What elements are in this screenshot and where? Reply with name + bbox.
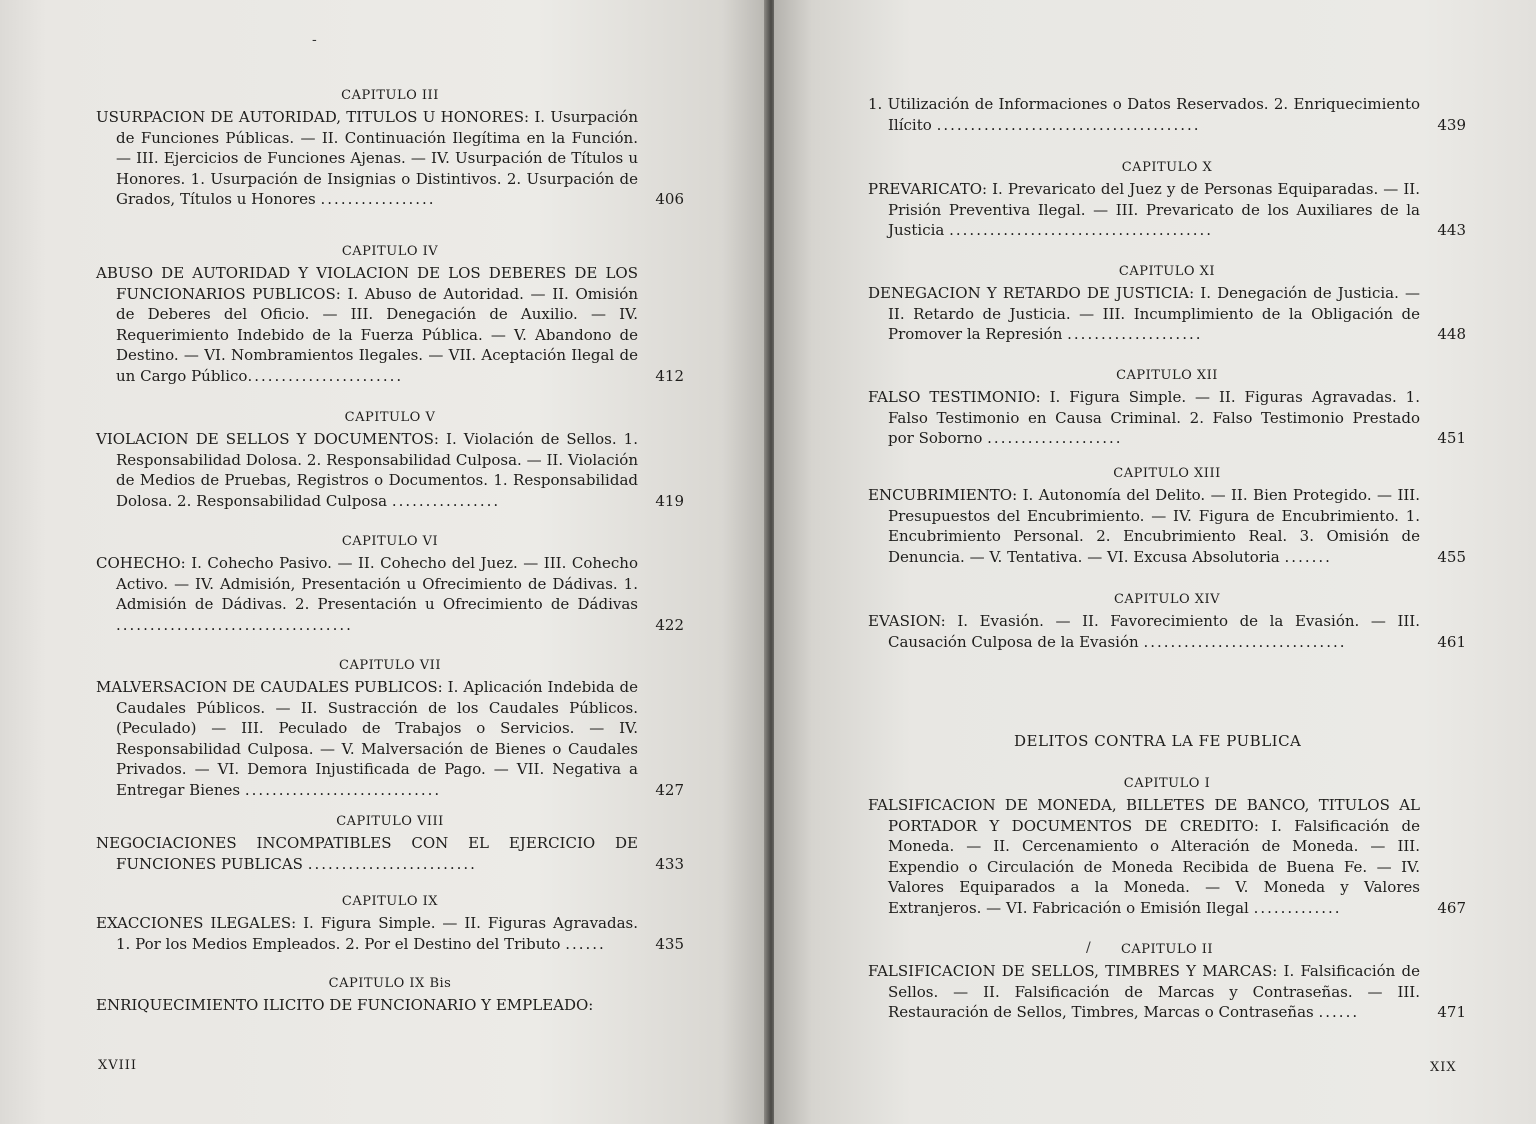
chapter-heading: CAPITULO III	[341, 88, 439, 103]
entry-text: NEGOCIACIONES INCOMPATIBLES CON EL EJERCICIO DE FUNCIONES PUBLICAS	[96, 834, 638, 873]
page-number: 467	[1437, 898, 1466, 917]
toc-entry-cap-iv	[96, 244, 684, 386]
toc-entry-text: COHECHO: I. Cohecho Pasivo. — II. Cohecho del Juez. — III. Cohecho Activo. — IV. Admisión, Presentación u Ofrecimiento de Dádivas. 1. Admisión de Dádivas. 2. Presentación u Ofrecimiento de Dádivas ................................... 422	[96, 554, 684, 634]
toc-entry-text: ABUSO DE AUTORIDAD Y VIOLACION DE LOS DEBERES DE LOS FUNCIONARIOS PUBLICOS: I. Abuso de Autoridad. — II. Omisión de Deberes del Oficio. — III. Denegación de Auxilio. — IV. Requerimiento Indebido de la Fuerza Pública. — V. Abandono de Destino. — VI. Nombramientos Ilegales. — VII. Aceptación Ilegal de un Cargo Público....................... 412	[96, 264, 684, 385]
page-number: 451	[1437, 429, 1466, 447]
chapter-heading: CAPITULO V	[344, 410, 436, 425]
page-number: 406	[655, 190, 684, 208]
page-folio: XVIII	[98, 1058, 138, 1073]
toc-entry-cap-v	[96, 410, 684, 511]
toc-entry-cap-x	[868, 160, 1466, 241]
entry-text: COHECHO: I. Cohecho Pasivo. — II. Cohecho del Juez. — III. Cohecho Activo. — IV. Admisión, Presentación u Ofrecimiento de Dádivas. 1. Admisión de Dádivas. 2. Presentación u Ofrecimiento de Dádivas	[96, 554, 638, 613]
toc-entry-text: EVASION: I. Evasión. — II. Favorecimiento de la Evasión. — III. Causación Culposa de la Evasión .............................. 461	[868, 612, 1466, 651]
page-number: 439	[1437, 115, 1466, 134]
entry-text: DENEGACION Y RETARDO DE JUSTICIA: I. Denegación de Justicia. — II. Retardo de Justicia. — III. Incumplimiento de la Obligación de Promover la Represión	[868, 284, 1420, 343]
section-title: DELITOS CONTRA LA FE PUBLICA	[1014, 732, 1302, 750]
toc-entry-cap-vii	[96, 658, 684, 800]
page-number: 443	[1437, 221, 1466, 239]
toc-entry-cap-xiii	[868, 466, 1466, 567]
toc-entry-cap-ix	[96, 894, 684, 954]
chapter-heading: CAPITULO IX	[341, 894, 439, 909]
chapter-heading: CAPITULO VII	[339, 658, 441, 673]
page-number: 455	[1437, 547, 1466, 566]
page-folio: XIX	[1430, 1060, 1457, 1075]
chapter-heading: CAPITULO VI	[341, 534, 439, 549]
chapter-heading: CAPITULO IV	[341, 244, 439, 259]
toc-entry-text: FALSO TESTIMONIO: I. Figura Simple. — II. Figuras Agravadas. 1. Falso Testimonio en Causa Criminal. 2. Falso Testimonio Prestado por Soborno .................... 451	[868, 388, 1466, 447]
entry-text: VIOLACION DE SELLOS Y DOCUMENTOS: I. Violación de Sellos. 1. Responsabilidad Dolosa. 2. Responsabilidad Culposa. — II. Violación de Medios de Pruebas, Registros o Documentos. 1. Responsabilidad Dolosa. 2. Responsabilidad Culposa	[96, 430, 638, 510]
toc-entry-text	[96, 995, 684, 1016]
stray-mark: -	[312, 32, 317, 48]
right-page	[774, 0, 1536, 1124]
entry-text: EVASION: I. Evasión. — II. Favorecimiento de la Evasión. — III. Causación Culposa de la Evasión	[868, 612, 1420, 651]
toc-entry-text: FALSIFICACION DE MONEDA, BILLETES DE BANCO, TITULOS AL PORTADOR Y DOCUMENTOS DE CREDITO: I. Falsificación de Moneda. — II. Cercenamiento o Alteración de Moneda. — III. Expendio o Circulación de Moneda Recibida de Buena Fe. — IV. Valores Equiparados a la Moneda. — V. Moneda y Valores Extranjeros. — VI. Fabricación o Emisión Ilegal ............. 467	[868, 796, 1466, 917]
toc-entry-text: USURPACION DE AUTORIDAD, TITULOS U HONORES: I. Usurpación de Funciones Públicas. — II. Continuación Ilegítima en la Función. — III. Ejercicios de Funciones Ajenas. — IV. Usurpación de Títulos u Honores. 1. Usurpación de Insignias o Distintivos. 2. Usurpación de Grados, Títulos u Honores ................. 406	[96, 108, 684, 208]
toc-entry-cap-vi	[96, 534, 684, 635]
stray-mark: /	[1086, 940, 1091, 956]
entry-text: FALSIFICACION DE SELLOS, TIMBRES Y MARCAS: I. Falsificación de Sellos. — II. Falsificación de Marcas y Contraseñas. — III. Restauración de Sellos, Timbres, Marcas o Contraseñas	[868, 962, 1420, 1021]
toc-entry-continuation	[868, 94, 1466, 135]
entry-text: MALVERSACION DE CAUDALES PUBLICOS: I. Aplicación Indebida de Caudales Públicos. — II. Sustracción de los Caudales Públicos. (Peculado) — III. Peculado de Trabajos o Servicios. — IV. Responsabilidad Culposa. — V. Malversación de Bienes o Caudales Privados. — VI. Demora Injustificada de Pago. — VII. Negativa a Entregar Bienes	[96, 678, 638, 799]
toc-entry-cap-xii	[868, 368, 1466, 449]
chapter-heading: CAPITULO XII	[1116, 368, 1218, 383]
toc-entry-text: VIOLACION DE SELLOS Y DOCUMENTOS: I. Violación de Sellos. 1. Responsabilidad Dolosa. 2. Responsabilidad Culposa. — II. Violación de Medios de Pruebas, Registros o Documentos. 1. Responsabilidad Dolosa. 2. Responsabilidad Culposa ................ 419	[96, 430, 684, 510]
entry-text: USURPACION DE AUTORIDAD, TITULOS U HONORES: I. Usurpación de Funciones Públicas. — II. Continuación Ilegítima en la Función. — III. Ejercicios de Funciones Ajenas. — IV. Usurpación de Títulos u Honores. 1. Usurpación de Insignias o Distintivos. 2. Usurpación de Grados, Títulos u Honores	[96, 108, 638, 208]
toc-entry-cap-ix-bis	[96, 976, 684, 1016]
chapter-heading: CAPITULO XI	[1118, 264, 1216, 279]
toc-entry-text: 1. Utilización de Informaciones o Datos Reservados. 2. Enriquecimiento Ilícito ....................................... 439	[868, 95, 1466, 134]
toc-entry-text: PREVARICATO: I. Prevaricato del Juez y de Personas Equiparadas. — II. Prisión Preventiva Ilegal. — III. Prevaricato de los Auxiliares de la Justicia ....................................... 443	[868, 180, 1466, 239]
page-number: 412	[655, 366, 684, 385]
page-number: 419	[655, 491, 684, 510]
entry-text: 1. Utilización de Informaciones o Datos Reservados. 2. Enriquecimiento Ilícito	[868, 95, 1420, 134]
toc-entry-cap-xiv	[868, 592, 1466, 652]
toc-entry-cap-xi	[868, 264, 1466, 345]
toc-entry-text: ENCUBRIMIENTO: I. Autonomía del Delito. — II. Bien Protegido. — III. Presupuestos del Encubrimiento. — IV. Figura de Encubrimiento. 1. Encubrimiento Personal. 2. Encubrimiento Real. 3. Omisión de Denuncia. — V. Tentativa. — VI. Excusa Absolutoria ....... 455	[868, 486, 1466, 566]
page-number: 433	[655, 854, 684, 873]
toc-entry-fe-cap-ii	[868, 942, 1466, 1023]
chapter-heading: CAPITULO II	[1120, 942, 1214, 957]
chapter-heading: CAPITULO IX Bis	[328, 976, 452, 991]
entry-text: PREVARICATO: I. Prevaricato del Juez y de Personas Equiparadas. — II. Prisión Preventiva Ilegal. — III. Prevaricato de los Auxiliares de la Justicia	[868, 180, 1420, 239]
chapter-heading: CAPITULO XIII	[1113, 466, 1221, 481]
entry-text: ENCUBRIMIENTO: I. Autonomía del Delito. — II. Bien Protegido. — III. Presupuestos del Encubrimiento. — IV. Figura de Encubrimiento. 1. Encubrimiento Personal. 2. Encubrimiento Real. 3. Omisión de Denuncia. — V. Tentativa. — VI. Excusa Absolutoria	[868, 486, 1420, 566]
toc-entry-text: FALSIFICACION DE SELLOS, TIMBRES Y MARCAS: I. Falsificación de Sellos. — II. Falsificación de Marcas y Contraseñas. — III. Restauración de Sellos, Timbres, Marcas o Contraseñas ...... 471	[868, 962, 1466, 1021]
chapter-heading: CAPITULO XIV	[1113, 592, 1221, 607]
toc-entry-text: EXACCIONES ILEGALES: I. Figura Simple. — II. Figuras Agravadas. 1. Por los Medios Empleados. 2. Por el Destino del Tributo ...... 435	[96, 914, 684, 953]
toc-entry-cap-viii	[96, 814, 684, 874]
toc-entry-text: DENEGACION Y RETARDO DE JUSTICIA: I. Denegación de Justicia. — II. Retardo de Justicia. — III. Incumplimiento de la Obligación de Promover la Represión .................... 448	[868, 284, 1466, 343]
page-number: 461	[1437, 632, 1466, 651]
entry-text: EXACCIONES ILEGALES: I. Figura Simple. — II. Figuras Agravadas. 1. Por los Medios Empleados. 2. Por el Destino del Tributo	[96, 914, 638, 953]
entry-text: ABUSO DE AUTORIDAD Y VIOLACION DE LOS DEBERES DE LOS FUNCIONARIOS PUBLICOS: I. Abuso de Autoridad. — II. Omisión de Deberes del Oficio. — III. Denegación de Auxilio. — IV. Requerimiento Indebido de la Fuerza Pública. — V. Abandono de Destino. — VI. Nombramientos Ilegales. — VII. Aceptación Ilegal de un Cargo Público	[96, 264, 638, 385]
entry-text: ENRIQUECIMIENTO ILICITO DE FUNCIONARIO Y EMPLEADO:	[96, 996, 594, 1014]
chapter-heading: CAPITULO I	[1123, 776, 1211, 791]
page-number: 448	[1437, 325, 1466, 343]
page-number: 427	[655, 780, 684, 799]
entry-text: FALSO TESTIMONIO: I. Figura Simple. — II. Figuras Agravadas. 1. Falso Testimonio en Causa Criminal. 2. Falso Testimonio Prestado por Soborno	[868, 388, 1420, 447]
page-number: 422	[655, 615, 684, 634]
entry-text: FALSIFICACION DE MONEDA, BILLETES DE BANCO, TITULOS AL PORTADOR Y DOCUMENTOS DE CREDITO: I. Falsificación de Moneda. — II. Cercenamiento o Alteración de Moneda. — III. Expendio o Circulación de Moneda Recibida de Buena Fe. — IV. Valores Equiparados a la Moneda. — V. Moneda y Valores Extranjeros. — VI. Fabricación o Emisión Ilegal	[868, 796, 1420, 917]
toc-entry-text: MALVERSACION DE CAUDALES PUBLICOS: I. Aplicación Indebida de Caudales Públicos. — II. Sustracción de los Caudales Públicos. (Peculado) — III. Peculado de Trabajos o Servicios. — IV. Responsabilidad Culposa. — V. Malversación de Bienes o Caudales Privados. — VI. Demora Injustificada de Pago. — VII. Negativa a Entregar Bienes ............................. 427	[96, 678, 684, 799]
toc-entry-text: NEGOCIACIONES INCOMPATIBLES CON EL EJERCICIO DE FUNCIONES PUBLICAS ......................... 433	[96, 834, 684, 873]
page-number: 435	[655, 934, 684, 953]
toc-entry-fe-cap-i	[868, 776, 1466, 918]
toc-entry-cap-iii	[96, 88, 684, 210]
page-number: 471	[1437, 1003, 1466, 1021]
chapter-heading: CAPITULO X	[1121, 160, 1213, 175]
chapter-heading: CAPITULO VIII	[336, 814, 444, 829]
